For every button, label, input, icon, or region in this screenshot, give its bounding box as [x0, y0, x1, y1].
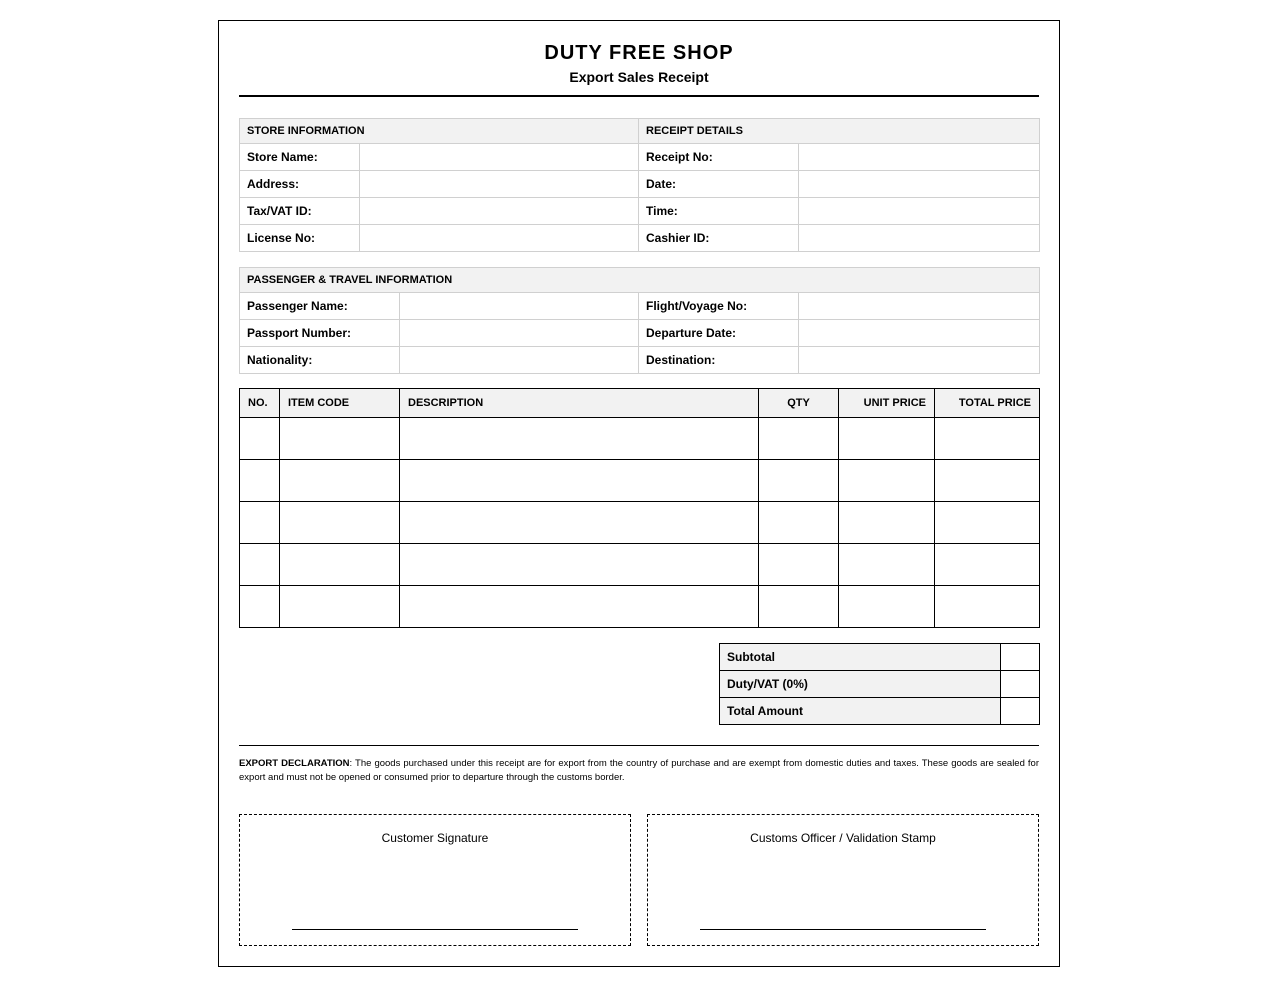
destination-field[interactable] [799, 347, 1040, 374]
nationality-label: Nationality: [240, 347, 400, 374]
cell-total-price[interactable] [935, 502, 1040, 544]
store-receipt-table [239, 118, 1040, 252]
cell-item-code[interactable] [280, 460, 400, 502]
subtotal-label: Subtotal [720, 644, 1001, 671]
tax-vat-id-label: Tax/VAT ID: [240, 198, 360, 225]
passport-number-field[interactable] [400, 320, 639, 347]
declaration-text: : The goods purchased under this receipt are for export from the country of purchase and are exempt from domestic duties and taxes. These goods are sealed for export and must not be opened or consumed prior to departure through the customs border. [239, 758, 1039, 783]
cell-total-price[interactable] [935, 460, 1040, 502]
receipt-no-label: Receipt No: [639, 144, 799, 171]
address-field[interactable] [360, 171, 639, 198]
cell-description[interactable] [400, 502, 759, 544]
cell-qty[interactable] [759, 502, 839, 544]
cell-unit-price[interactable] [839, 586, 935, 628]
total-amount-label: Total Amount [720, 698, 1001, 725]
totals-table [719, 643, 1040, 725]
document-title: DUTY FREE SHOP [544, 42, 734, 64]
table-row [240, 586, 1040, 628]
time-field[interactable] [799, 198, 1040, 225]
table-row [240, 502, 1040, 544]
col-total-price: TOTAL PRICE [935, 389, 1040, 418]
cell-no[interactable] [240, 586, 280, 628]
customer-signature-line [292, 929, 578, 930]
col-no: NO. [240, 389, 280, 418]
cell-no[interactable] [240, 502, 280, 544]
receipt-page [218, 20, 1060, 967]
cashier-id-label: Cashier ID: [639, 225, 799, 252]
export-declaration [239, 745, 1039, 785]
cell-unit-price[interactable] [839, 460, 935, 502]
departure-date-label: Departure Date: [639, 320, 799, 347]
cell-total-price[interactable] [935, 544, 1040, 586]
cell-total-price[interactable] [935, 418, 1040, 460]
passport-number-label: Passport Number: [240, 320, 400, 347]
passenger-name-field[interactable] [400, 293, 639, 320]
cell-no[interactable] [240, 544, 280, 586]
cashier-id-field[interactable] [799, 225, 1040, 252]
date-label: Date: [639, 171, 799, 198]
cell-description[interactable] [400, 460, 759, 502]
receipt-details-heading: RECEIPT DETAILS [639, 119, 1040, 144]
table-row [240, 418, 1040, 460]
cell-qty[interactable] [759, 586, 839, 628]
table-row [240, 460, 1040, 502]
time-label: Time: [639, 198, 799, 225]
cell-qty[interactable] [759, 544, 839, 586]
table-row [240, 544, 1040, 586]
cell-qty[interactable] [759, 418, 839, 460]
destination-label: Destination: [639, 347, 799, 374]
flight-voyage-field[interactable] [799, 293, 1040, 320]
col-description: DESCRIPTION [400, 389, 759, 418]
cell-item-code[interactable] [280, 502, 400, 544]
items-table [239, 388, 1040, 628]
document-subtitle: Export Sales Receipt [569, 69, 709, 85]
tax-vat-id-field[interactable] [360, 198, 639, 225]
col-qty: QTY [759, 389, 839, 418]
date-field[interactable] [799, 171, 1040, 198]
license-no-field[interactable] [360, 225, 639, 252]
cell-item-code[interactable] [280, 418, 400, 460]
cell-no[interactable] [240, 460, 280, 502]
cell-description[interactable] [400, 418, 759, 460]
passenger-table [239, 267, 1040, 374]
duty-vat-value[interactable] [1001, 671, 1040, 698]
cell-unit-price[interactable] [839, 502, 935, 544]
cell-description[interactable] [400, 544, 759, 586]
departure-date-field[interactable] [799, 320, 1040, 347]
col-unit-price: UNIT PRICE [839, 389, 935, 418]
customer-signature-box[interactable] [239, 814, 631, 946]
cell-item-code[interactable] [280, 544, 400, 586]
store-name-field[interactable] [360, 144, 639, 171]
license-no-label: License No: [240, 225, 360, 252]
cell-description[interactable] [400, 586, 759, 628]
nationality-field[interactable] [400, 347, 639, 374]
cell-unit-price[interactable] [839, 418, 935, 460]
store-name-label: Store Name: [240, 144, 360, 171]
cell-qty[interactable] [759, 460, 839, 502]
subtotal-value[interactable] [1001, 644, 1040, 671]
customer-signature-label: Customer Signature [381, 831, 489, 845]
cell-no[interactable] [240, 418, 280, 460]
receipt-no-field[interactable] [799, 144, 1040, 171]
cell-total-price[interactable] [935, 586, 1040, 628]
duty-vat-label: Duty/VAT (0%) [720, 671, 1001, 698]
cell-unit-price[interactable] [839, 544, 935, 586]
cell-item-code[interactable] [280, 586, 400, 628]
declaration-heading: EXPORT DECLARATION [239, 758, 350, 769]
customs-signature-line [700, 929, 986, 930]
passenger-name-label: Passenger Name: [240, 293, 400, 320]
customs-stamp-box[interactable] [647, 814, 1039, 946]
customs-stamp-label: Customs Officer / Validation Stamp [750, 831, 936, 845]
flight-voyage-label: Flight/Voyage No: [639, 293, 799, 320]
total-amount-value[interactable] [1001, 698, 1040, 725]
address-label: Address: [240, 171, 360, 198]
passenger-travel-heading: PASSENGER & TRAVEL INFORMATION [240, 268, 1040, 293]
store-information-heading: STORE INFORMATION [240, 119, 639, 144]
col-item-code: ITEM CODE [280, 389, 400, 418]
receipt-header [239, 41, 1039, 97]
